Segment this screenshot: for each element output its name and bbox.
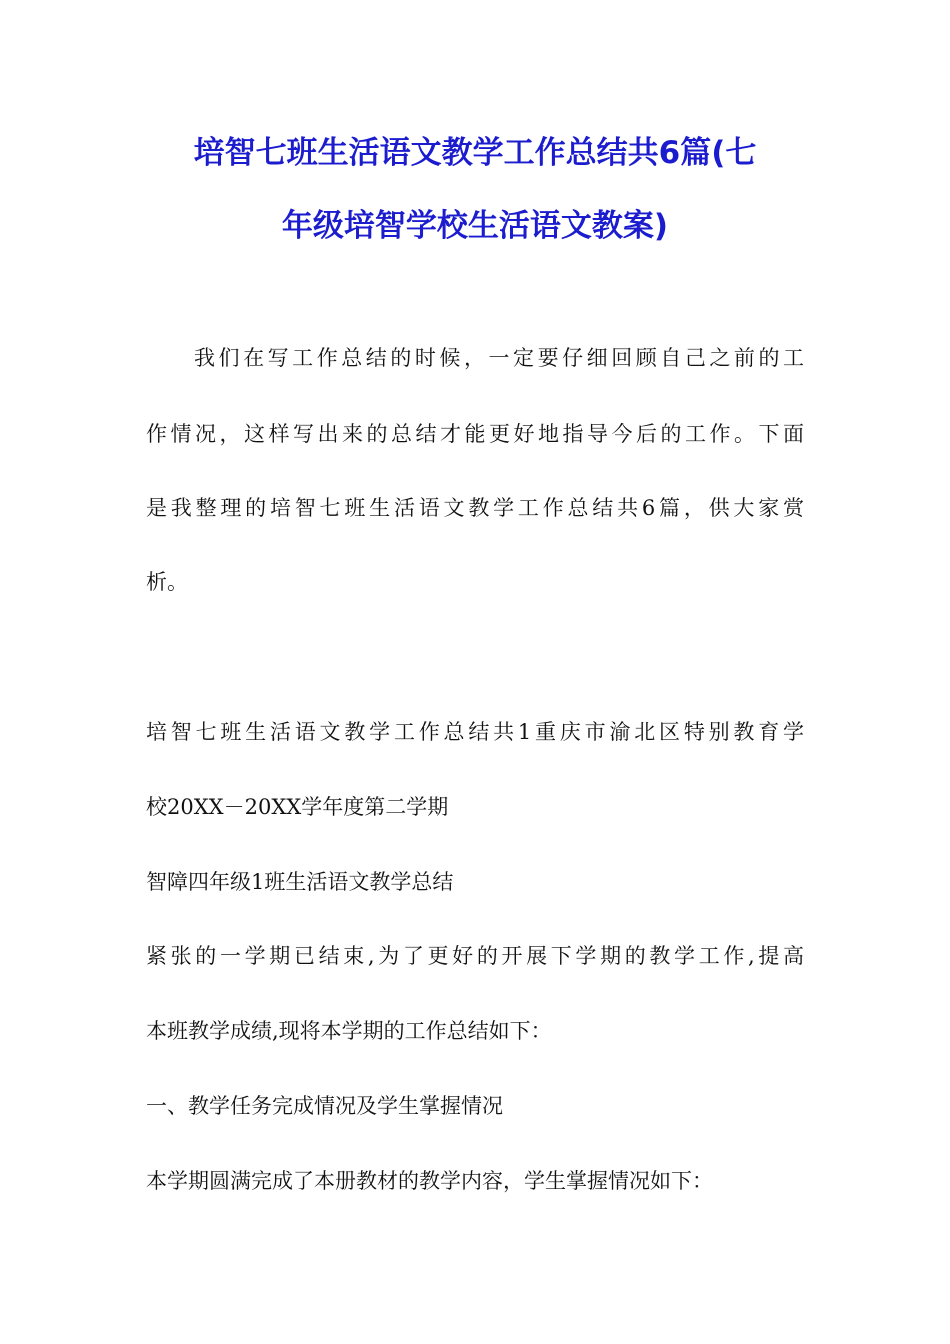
section-text-line: 智障四年级1班生活语文教学总结 bbox=[146, 870, 454, 894]
section-heading: 一、教学任务完成情况及学生掌握情况 bbox=[146, 1094, 503, 1118]
intro-paragraph-line: 作情况，这样写出来的总结才能更好地指导今后的工作。下面 bbox=[146, 422, 804, 446]
section-text-line: 本班教学成绩,现将本学期的工作总结如下： bbox=[146, 1019, 552, 1043]
section-text-line: 校20XX－20XX学年度第二学期 bbox=[146, 795, 449, 819]
section-text-line: 培智七班生活语文教学工作总结共1重庆市渝北区特别教育学 bbox=[146, 720, 804, 744]
document-title-line-2: 年级培智学校生活语文教案) bbox=[281, 208, 669, 244]
intro-paragraph-line: 是我整理的培智七班生活语文教学工作总结共6篇，供大家赏 bbox=[146, 496, 804, 520]
document-title-line-1: 培智七班生活语文教学工作总结共6篇(七 bbox=[193, 135, 757, 171]
section-text-line: 本学期圆满完成了本册教材的教学内容，学生掌握情况如下： bbox=[146, 1169, 713, 1193]
intro-paragraph-line: 析。 bbox=[146, 570, 188, 594]
intro-paragraph-line: 我们在写工作总结的时候，一定要仔细回顾自己之前的工 bbox=[194, 346, 804, 370]
section-text-line: 紧张的一学期已结束,为了更好的开展下学期的教学工作,提高 bbox=[146, 944, 804, 968]
